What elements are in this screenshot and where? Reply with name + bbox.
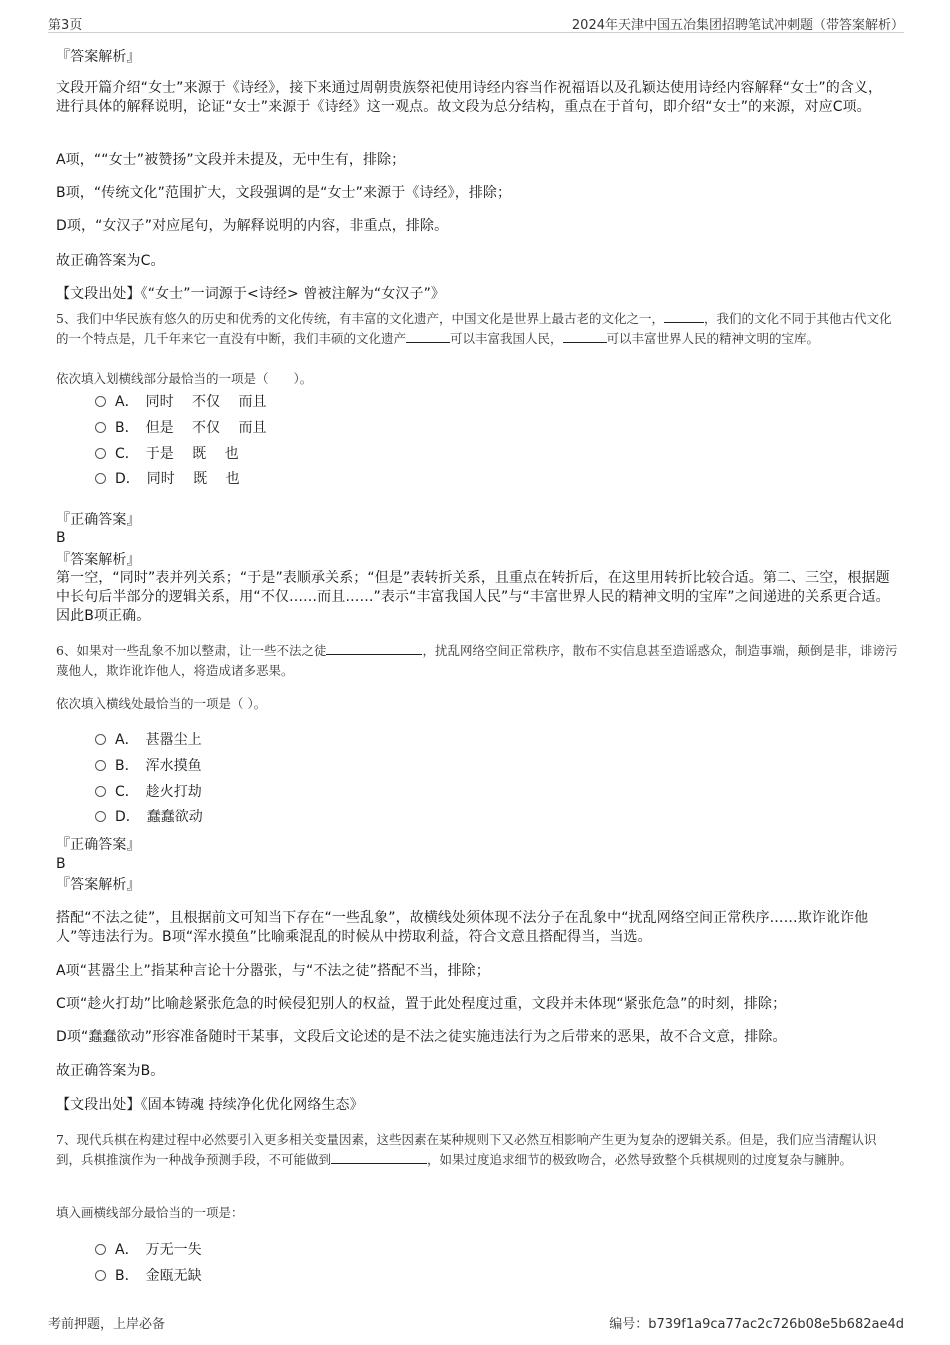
radio-icon[interactable] — [95, 1270, 106, 1281]
q6-conclusion: 故正确答案为B。 — [56, 1063, 165, 1079]
footer-slogan: 考前押题，上岸必备 — [48, 1317, 166, 1332]
q6-question: 依次填入横线处最恰当的一项是（ ）。 — [56, 696, 267, 711]
q4-analysis-paragraph: 文段开篇介绍“女士”来源于《诗经》，接下来通过周朝贵族祭祀使用诗经内容当作祝福语以及孔颖达使用诗经内容解释“女士”的含义，进行具体的解释说明，论证“女士”来源于《诗经》这一观点。故文段为总分结构，重点在于首句，即介绍“女士”的来源，对应C项。 — [56, 80, 883, 115]
q5-blank-1 — [664, 309, 704, 323]
q7-question: 填入画横线部分最恰当的一项是： — [56, 1205, 244, 1220]
radio-icon[interactable] — [95, 786, 106, 797]
q4-option-a-explanation: A项，““女士”被赞扬”文段并未提及，无中生有，排除； — [56, 152, 406, 168]
q7-stem: 7、现代兵棋在构建过程中必然要引入更多相关变量因素，这些因素在某种规则下又必然互相影响产生更为复杂的逻辑关系。但是，我们应当清醒认识到，兵棋推演作为一种战争预测手段，不可能做到 ，如果过度追求细节的极致吻合，必然导致整个兵棋规则的过度复杂与臃肿。 — [56, 1132, 877, 1167]
radio-icon[interactable] — [95, 448, 106, 459]
document-title: 2024年天津中国五冶集团招聘笔试冲刺题（带答案解析） — [571, 18, 904, 33]
q6-option-a-explanation: A项“甚嚣尘上”指某种言论十分嚣张，与“不法之徒”搭配不当，排除； — [56, 963, 490, 979]
q5-analysis-label: 『答案解析』 — [56, 552, 141, 568]
radio-icon[interactable] — [95, 422, 106, 433]
q4-conclusion: 故正确答案为C。 — [56, 253, 165, 269]
q5-option-b[interactable]: B． 但是 不仅 而且 — [95, 419, 267, 437]
q4-option-d-explanation: D项，“女汉子”对应尾句，为解释说明的内容，非重点，排除。 — [56, 218, 449, 234]
radio-icon[interactable] — [95, 473, 106, 484]
q5-option-a[interactable]: A． 同时 不仅 而且 — [95, 393, 266, 411]
page-header — [48, 14, 904, 33]
page-footer — [48, 1313, 904, 1331]
q6-option-d[interactable]: D． 蠢蠢欲动 — [95, 808, 203, 826]
q5-correct-label: 『正确答案』 — [56, 512, 141, 528]
q5-stem: 5、我们中华民族有悠久的历史和优秀的文化传统，有丰富的文化遗产，中国文化是世界上最古老的文化之一， ，我们的文化不同于其他古代文化的一个特点是，几千年来它一直没有中断，我们丰硕的文化遗产 可以丰富我国人民， 可以丰富世界人民的精神文明的宝库。 — [56, 311, 892, 346]
radio-icon[interactable] — [95, 734, 106, 745]
q6-option-c-explanation: C项“趁火打劫”比喻趁紧张危急的时候侵犯别人的权益，置于此处程度过重，文段并未体现“紧张危急”的时刻，排除； — [56, 996, 787, 1012]
radio-icon[interactable] — [95, 811, 106, 822]
q6-blank — [326, 641, 422, 655]
q6-option-d-explanation: D项“蠢蠢欲动”形容准备随时干某事，文段后文论述的是不法之徒实施违法行为之后带来的恶果，故不合文意，排除。 — [56, 1029, 787, 1045]
q5-blank-3 — [563, 329, 607, 343]
q4-analysis-label: 『答案解析』 — [56, 49, 141, 65]
q7-option-b[interactable]: B． 金瓯无缺 — [95, 1267, 202, 1285]
q6-option-c[interactable]: C． 趁火打劫 — [95, 783, 202, 801]
q5-blank-2 — [406, 329, 450, 343]
q6-analysis-label: 『答案解析』 — [56, 877, 141, 893]
page-number: 第3页 — [48, 18, 83, 33]
radio-icon[interactable] — [95, 1244, 106, 1255]
q7-blank — [331, 1150, 427, 1164]
radio-icon[interactable] — [95, 396, 106, 407]
q6-correct-label: 『正确答案』 — [56, 837, 141, 853]
document-code: 编号：b739f1a9ca77ac2c726b08e5b682ae4d — [609, 1317, 904, 1332]
q4-option-b-explanation: B项，“传统文化”范围扩大，文段强调的是“女士”来源于《诗经》，排除； — [56, 185, 512, 201]
radio-icon[interactable] — [95, 760, 106, 771]
q6-option-a[interactable]: A． 甚嚣尘上 — [95, 731, 202, 749]
q4-source: 【文段出处】《“女士”一词源于<诗经> 曾被注解为“女汉子”》 — [56, 286, 446, 302]
q6-stem: 6、如果对一些乱象不加以整肃，让一些不法之徒 ，扰乱网络空间正常秩序，散布不实信息甚至造谣惑众，制造事端，颠倒是非，诽谤污蔑他人，欺诈讹诈他人，将造成诸多恶果。 — [56, 643, 898, 678]
q5-option-c[interactable]: C． 于是 既 也 — [95, 445, 239, 463]
q7-option-a[interactable]: A． 万无一失 — [95, 1241, 202, 1259]
q5-option-d[interactable]: D． 同时 既 也 — [95, 470, 240, 488]
q5-analysis: 第一空，“同时”表并列关系；“于是”表顺承关系；“但是”表转折关系，且重点在转折后，在这里用转折比较合适。第二、三空，根据题中长句后半部分的逻辑关系，用“不仅……而且……”表示“丰富我国人民”与“丰富世界人民的精神文明的宝库”之间递进的关系更合适。因此B项正确。 — [56, 570, 890, 624]
q6-analysis-paragraph: 搭配“不法之徒”，且根据前文可知当下存在“一些乱象”，故横线处须体现不法分子在乱象中“扰乱网络空间正常秩序……欺诈讹诈他人”等违法行为。B项“浑水摸鱼”比喻乘混乱的时候从中捞取利益，符合文意且搭配得当，当选。 — [56, 910, 869, 945]
q5-answer: B — [56, 530, 66, 546]
q5-question: 依次填入划横线部分最恰当的一项是（ ）。 — [56, 371, 313, 386]
q6-source: 【文段出处】《固本铸魂 持续净化优化网络生态》 — [56, 1097, 364, 1113]
q6-option-b[interactable]: B． 浑水摸鱼 — [95, 757, 202, 775]
q6-answer: B — [56, 856, 66, 872]
